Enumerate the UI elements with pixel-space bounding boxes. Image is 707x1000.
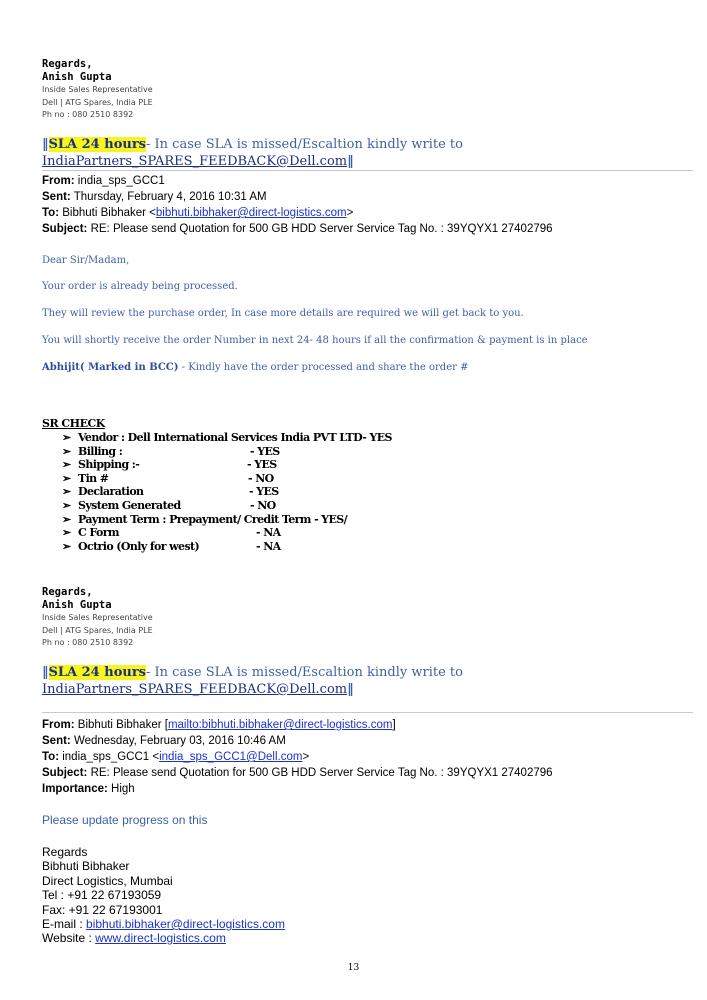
sr-check-title: SR CHECK [42,417,105,430]
sla-highlight: SLA 24 hours [48,665,146,680]
sr-item-label: System Generated [78,498,181,512]
arrow-bullet-icon: ➢ [62,458,71,472]
from-value: india_sps_GCC1 [77,175,165,187]
arrow-bullet-icon: ➢ [62,526,71,540]
email-header-from [42,717,396,733]
sla-feedback-email[interactable]: IndiaPartners_SPARES_FEEDBACK@Dell.com [42,682,348,697]
to-label: To: [42,751,60,763]
body-line-2: They will review the purchase order, In case more details are required we will get back to you. [42,308,524,319]
divider [42,712,693,713]
subject-label: Subject: [42,767,88,779]
email-header-subject [42,765,553,781]
sla-feedback-email[interactable]: IndiaPartners_SPARES_FEEDBACK@Dell.com [42,154,348,169]
body-line-4 [42,362,468,373]
sr-check-item [62,526,392,540]
sr-item-label: Billing : [78,444,123,458]
body-greeting: Dear Sir/Madam, [42,255,130,266]
sr-item-label: C Form [78,526,119,540]
sla-highlight: SLA 24 hours [48,137,146,152]
arrow-bullet-icon: ➢ [62,512,71,526]
sr-check-item [62,485,392,499]
arrow-bullet-icon: ➢ [62,471,71,485]
sla-close-bar: ‖ [347,682,354,697]
importance-value: High [111,783,135,795]
sr-item-label: Octrio (Only for west) [78,539,200,553]
sr-item-value: - YES [250,444,280,458]
arrow-bullet-icon: ➢ [62,431,71,444]
signature-company: Direct Logistics, Mumbai [42,873,173,888]
sr-check-list [62,431,392,553]
signature-block-middle [42,586,153,650]
arrow-bullet-icon: ➢ [62,444,71,458]
signature-email-row [42,917,285,931]
body-message: Please update progress on this [42,813,208,827]
from-close: ] [392,719,396,731]
email-header-to [42,205,353,221]
signature-phone: Ph no : 080 2510 8392 [42,638,134,647]
sr-check-item [62,458,392,472]
signature-email-link[interactable]: bibhuti.bibhaker@direct-logistics.com [86,917,285,932]
signature-regards: Regards, [42,58,93,70]
sent-value: Thursday, February 4, 2016 10:31 AM [73,191,267,203]
signature-regards: Regards, [42,586,93,598]
signature-block-bottom [42,845,285,946]
signature-phone: Ph no : 080 2510 8392 [42,110,134,119]
to-close: > [346,207,354,219]
email-header-sent [42,189,267,205]
sr-item-value: - NO [250,498,276,512]
sr-item-value: - NA [256,539,281,553]
sr-item-label: Vendor : Dell International Services India PVT LTD- YES [78,431,392,444]
signature-website-link[interactable]: www.direct-logistics.com [95,931,226,946]
from-name: Bibhuti Bibhaker [ [77,719,168,731]
sent-label: Sent: [42,735,71,747]
to-email-link[interactable]: india_sps_GCC1@Dell.com [159,751,303,763]
signature-website-row [42,931,285,945]
email-header-to [42,749,309,765]
subject-value: RE: Please send Quotation for 500 GB HDD Server Service Tag No. : 39YQYX1 27402796 [90,767,553,779]
to-name: Bibhuti Bibhaker < [62,207,156,219]
sr-item-value: - YES [249,485,279,499]
email-header-sent [42,733,286,749]
signature-regards: Regards [42,845,88,859]
from-mailto-link[interactable]: mailto:bibhuti.bibhaker@direct-logistics.com [167,719,393,731]
to-close: > [302,751,310,763]
signature-company: Dell | ATG Spares, India PLE [42,625,153,635]
email-header-from [42,173,165,189]
importance-label: Importance: [42,783,108,795]
subject-label: Subject: [42,223,88,235]
signature-name: Anish Gupta [42,71,112,83]
sla-notice [42,136,463,170]
signature-title: Inside Sales Representative [42,85,153,94]
signature-title: Inside Sales Representative [42,613,153,622]
website-label: Website : [42,931,96,946]
sla-open-bar: ‖ [42,137,49,152]
sla-text: - In case SLA is missed/Escaltion kindly write to [146,137,463,152]
sr-item-label: Declaration [78,485,144,499]
sr-check-item [62,513,392,527]
sla-close-bar: ‖ [347,154,354,169]
arrow-bullet-icon: ➢ [62,539,71,553]
from-label: From: [42,175,75,187]
signature-fax: Fax: +91 22 67193001 [42,902,163,917]
email-header-importance [42,781,135,797]
arrow-bullet-icon: ➢ [62,498,71,512]
page-number: 13 [347,963,360,973]
sr-item-value: - NO [248,471,274,485]
from-label: From: [42,719,75,731]
sr-check-item [62,472,392,486]
sr-check-item [62,431,392,445]
signature-company: Dell | ATG Spares, India PLE [42,97,153,107]
sr-item-value: - YES [247,458,277,472]
signature-tel: Tel : +91 22 67193059 [42,888,162,903]
sent-value: Wednesday, February 03, 2016 10:46 AM [73,735,286,747]
to-name: india_sps_GCC1 < [62,751,160,763]
body-line-1: Your order is already being processed. [42,281,238,292]
to-email-link[interactable]: bibhuti.bibhaker@direct-logistics.com [155,207,347,219]
sr-check-item [62,540,392,554]
sr-item-label: Shipping :- [78,458,140,472]
to-label: To: [42,207,60,219]
body-line-3: You will shortly receive the order Number in next 24- 48 hours if all the confirmation & payment is in place [42,335,588,346]
subject-value: RE: Please send Quotation for 500 GB HDD Server Service Tag No. : 39YQYX1 27402796 [90,223,553,235]
sla-notice [42,664,463,698]
sr-item-label: Tin # [78,471,109,485]
email-label: E-mail : [42,917,87,932]
sr-item-label: Payment Term : Prepayment/ Credit Term - YES/ [78,512,348,526]
signature-block-top [42,58,153,122]
signature-name: Anish Gupta [42,599,112,611]
email-header-subject [42,221,553,237]
sr-check-item [62,499,392,513]
signature-name: Bibhuti Bibhaker [42,859,130,874]
sent-label: Sent: [42,191,71,203]
body-line-4-text: - Kindly have the order processed and share the order # [178,362,469,373]
sr-check-item [62,445,392,459]
sla-open-bar: ‖ [42,665,49,680]
divider [42,170,693,171]
body-line-4-bold: Abhijit( Marked in BCC) [42,362,179,373]
sla-text: - In case SLA is missed/Escaltion kindly write to [146,665,463,680]
sr-item-value: - NA [256,526,281,540]
arrow-bullet-icon: ➢ [62,485,71,499]
